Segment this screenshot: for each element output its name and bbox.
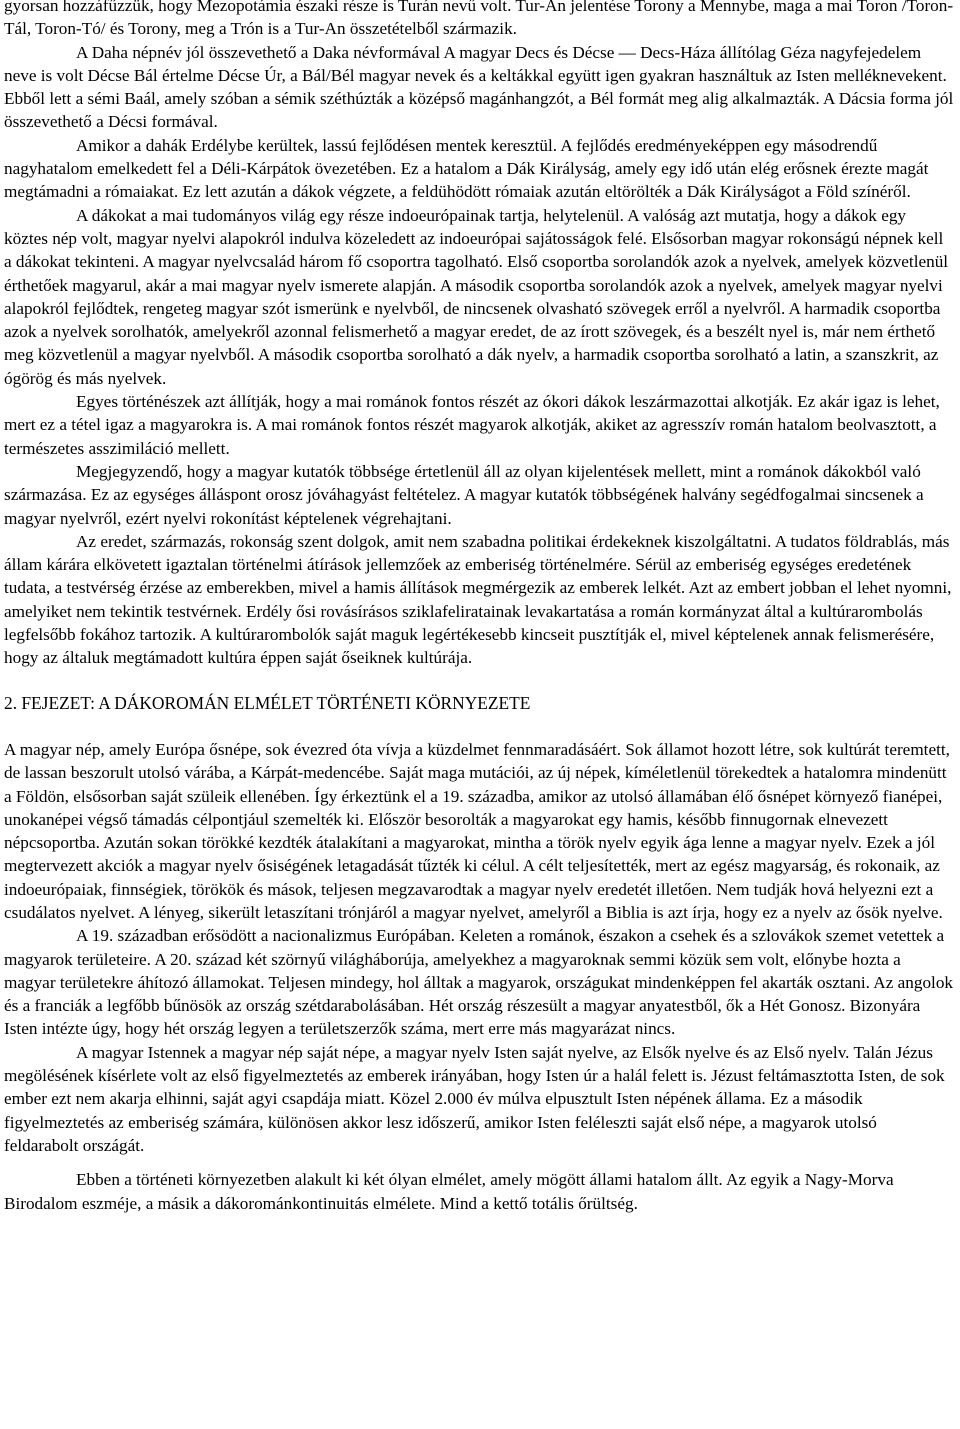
paragraph-megjegyzendo: Megjegyzendő, hogy a magyar kutatók többsége értetlenül áll az olyan kijelentések mellett, mint a románok dákokból való származása. Ez az egységes álláspont orosz jóváhagyást feltételez. A magyar kutatók többségének halvány segédfogalmai sincsenek a magyar nyelvről, ezért nyelvi rokonítást képtelenek végrehajtani.: [4, 461, 924, 528]
paragraph-eredet: Az eredet, származás, rokonság szent dolgok, amit nem szabadna politikai érdekeknek kiszolgáltatni. A tudatos földrablás, más állam kárára elkövetett igaztalan történelmi átírások jellemzőek az emberiség történelmére. Sérül az emberiség egységes eredetének tudata, a testvérség érzése az emberekben, mivel a hamis állítások megmérgezik az emberek lelkét. Azt az embert jobban el lehet nyomni, amelyiket nem tekintik testvérnek. Erdély ősi rovásírásos sziklafeliratainak levakartatása a román kormányzat által a kultúrarombolás legfelsőbb fokához tartozik. A kultúrarombolók saját maguk legértékesebb kincseit pusztítják el, mivel képtelenek annak felismerésére, hogy az általuk megtámadott kultúra éppen saját őseiknek kultúrája.: [4, 531, 952, 668]
paragraph-torteneti-kornyezet: Ebben a történeti környezetben alakult ki két ólyan elmélet, amely mögött állami hatalom állt. Az egyik a Nagy-Morva Birodalom eszméje, a másik a dákorománkontinuitás elmélete. Mind a kettő totális őrültség.: [4, 1170, 894, 1213]
paragraph-dak-nyelv: A dákokat a mai tudományos világ egy része indoeurópainak tartja, helytelenül. A valóság azt mutatja, hogy a dákok egy köztes nép volt, magyar nyelvi alapokról indulva közeledett az indoeurópai sajátosságok felé. Elsősorban magyar rokonságú népnek kell a dákokat tekinteni. A magyar nyelvcsalád három fő csoportra tagolható. Első csoportba sorolandók azok a nyelvek, amelyek közvetlenül érthetőek magyarul, akár a mai magyar nyelv ismerete alapján. A második csoportba sorolandók azok a nyelvek, amelyek magyar nyelvi alapokról fejlődtek, rengeteg magyar szót ismerünk e nyelvből, de nincsenek olvasható szövegek erről a nyelvről. A harmadik csoportba azok a nyelvek sorolhatók, amelyekről azonnal felismerhető a magyar eredet, de az írott szövegek, és a beszélt nyel is, már nem érthető meg közvetlenül a magyar nyelvből. A második csoportba sorolható a dák nyelv, a harmadik csoportba sorolható a latin, a szanszkrit, az ógörög és más nyelvek.: [4, 205, 949, 388]
paragraph-continuation: gyorsan hozzáfűzzük, hogy Mezopotámia északi része is Turán nevű volt. Tur-An jelentése Torony a Mennybe, maga a mai Toron /Toron-Tál, Toron-Tó/ és Torony, meg a Trón is a Tur-An összetételből származik.: [4, 0, 954, 39]
paragraph-magyar-isten: A magyar Istennek a magyar nép saját népe, a magyar nyelv Isten saját nyelve, az Elsők nyelve és az Első nyelv. Talán Jézus megölésének kísérlete volt az első figyelmeztetés az emberek irányában, hogy Isten úr a halál felett is. Jézust feltámasztotta Isten, de sok ember ezt nem akarja elhinni, saját agyi csapdája miatt. Közel 2.000 év múlva elpusztult Isten népének állama. Ez a második figyelmeztetés az emberiség számára, különösen akkor lesz időszerű, amikor Isten feléleszti saját első népe, a magyarok utolsó feldarabolt országát.: [4, 1042, 945, 1155]
chapter-heading: 2. FEJEZET: A DÁKOROMÁN ELMÉLET TÖRTÉNETI KÖRNYEZETE: [4, 692, 531, 713]
paragraph-nacionalizmus: A 19. században erősödött a nacionalizmus Európában. Keleten a románok, északon a csehek és a szlovákok szemet vetettek a magyarok területeire. A 20. század két szörnyű világháborúja, amelyekhez a magyaroknak semmi közük sem volt, előnybe hozta a magyar területekre áhítozó államokat. Teljesen mindegy, hol álltak a magyarok, országukat mindenképpen fel akarták osztani. Az angolok és a franciák a legfőbb bűnösök az ország szétdarabolásában. Hét ország részesült a magyar anyatestből, ők a Hét Gonosz. Bizonyára Isten intézte úgy, hogy hét ország legyen a területszerzők száma, mert erre más magyarázat nincs.: [4, 926, 954, 1039]
paragraph-erdely: Amikor a dahák Erdélybe kerültek, lassú fejlődésen mentek keresztül. A fejlődés eredményeképpen egy másodrendű nagyhatalom emelkedett fel a Déli-Kárpátok övezetében. Ez a hatalom a Dák Királyság, amely egy idő után elég erősnek érezte magát megtámadni a rómaiakat. Ez lett azután a dákok végzete, a feldühödött rómaiak azután eltörölték a Dák Királyságot a Föld színéről.: [4, 135, 929, 202]
document-page: [4, 0, 954, 1215]
paragraph-daha: A Daha népnév jól összevethető a Daka névformával A magyar Decs és Décse — Decs-Háza állítólag Géza nagyfejedelem neve is volt Décse Bál értelme Décse Úr, a Bál/Bél magyar nevek és a keltákkal együtt igen gyakran használtuk az Isten melléknevekent. Ebből lett a sémi Baál, amely szóban a sémik széthúzták a középső magánhangzót, a Bél formát meg alig alkalmazták. A Dácsia forma jól összevethető a Décsi formával.: [4, 42, 954, 132]
paragraph-magyar-nep: A magyar nép, amely Európa ősnépe, sok évezred óta vívja a küzdelmet fennmaradásáért. Sok államot hozott létre, sok kultúrát teremtett, de lassan beszorult utolsó várába, a Kárpát-medencébe. Saját maga mutációi, az új népek, kíméletlenül törekedtek a hatalomra mindenütt a Földön, elsősorban saját szüleik ellenében. Így érkeztünk el a 19. századba, amikor az utolsó államában élő ősnépet környező fianépei, unokanépei végső támadás célpontjául szemelték ki. Először besorolták a magyarokat egy hamis, később finnugornak elnevezett népcsoportba. Azután sokan törökké kezdték átalakítani a magyarokat, mintha a török nyelv egyik ága lenne a magyar nyelv. Ezek a jól megtervezett akciók a magyar nyelv ősiségének letagadását tűzték ki célul. A célt teljesítették, mert az egész magyarság, és rokonaik, az indoeurópaiak, finnségiek, törökök és mások, teljesen megzavarodtak a magyar nyelv eredetét illetően. Nem tudják hová helyezni ezt a csudálatos nyelvet. A lényeg, sikerült letaszítani trónjáról a magyar nyelvet, amelyről a Biblia is azt írja, hogy ez a nyelv az ősök nyelve.: [4, 739, 950, 922]
paragraph-romanok: Egyes történészek azt állítják, hogy a mai románok fontos részét az ókori dákok leszármazottai alkotják. Ez akár igaz is lehet, mert ez a tétel igaz a magyarokra is. A mai románok fontos részét magyarok alkotják, akiket az agresszív román hatalom beolvasztott, a természetes asszimiláció mellett.: [4, 392, 940, 458]
